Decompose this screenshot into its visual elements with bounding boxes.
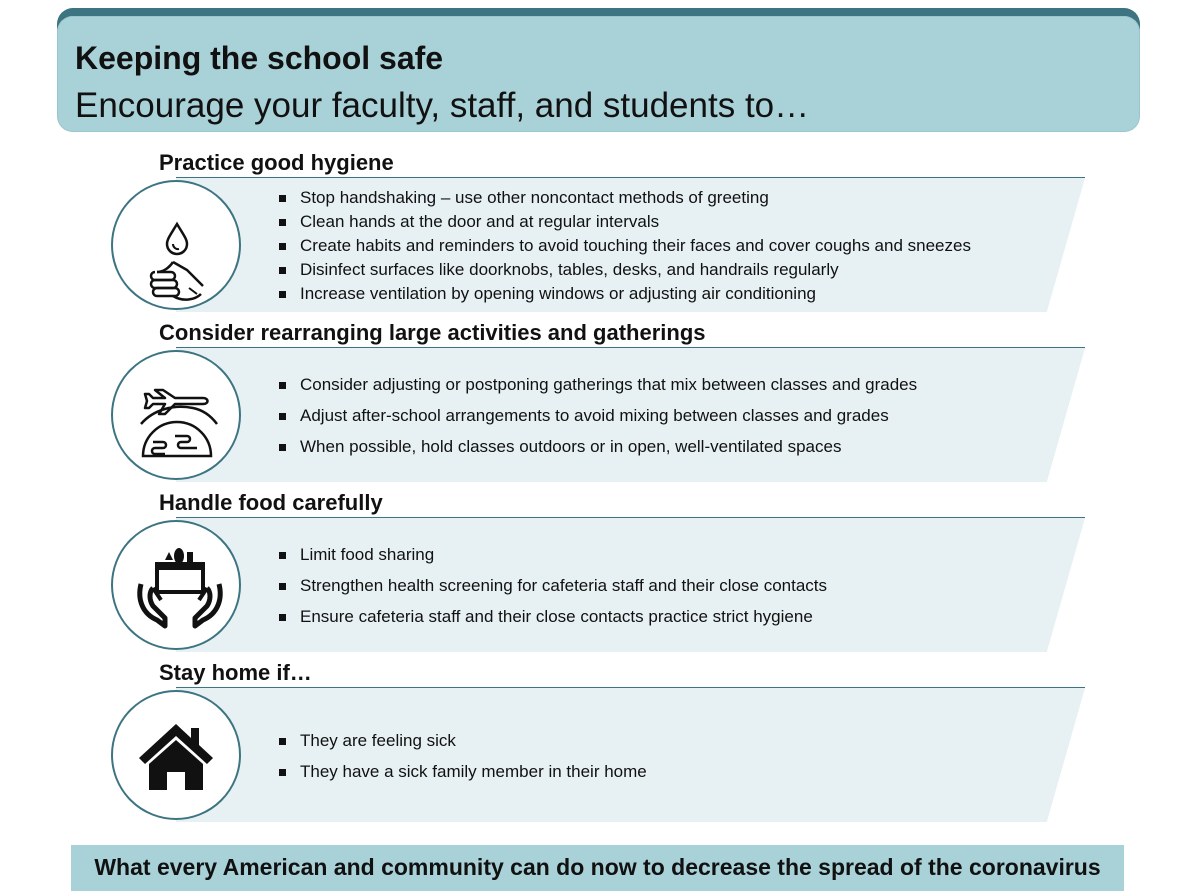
- list-item: Adjust after-school arrangements to avoid mixing between classes and grades: [278, 406, 917, 437]
- list-item: Consider adjusting or postponing gatherings that mix between classes and grades: [278, 375, 917, 406]
- divider: [176, 517, 1085, 518]
- footer-banner: [71, 845, 1124, 891]
- list-item: Increase ventilation by opening windows or adjusting air conditioning: [278, 284, 971, 308]
- section-gatherings: [0, 320, 1198, 492]
- list-item: Limit food sharing: [278, 545, 827, 576]
- list-item: Create habits and reminders to avoid touching their faces and cover coughs and sneezes: [278, 236, 971, 260]
- globe-airplane-icon: [111, 350, 241, 480]
- list-item: They have a sick family member in their home: [278, 762, 647, 793]
- section-stay-home: [0, 660, 1198, 832]
- section-food: [0, 490, 1198, 662]
- page-subtitle: Encourage your faculty, staff, and students to…: [75, 86, 810, 125]
- bullet-list: [278, 188, 971, 308]
- header-banner: [57, 8, 1140, 132]
- handwashing-icon: [111, 180, 241, 310]
- house-icon: [111, 690, 241, 820]
- hands-food-basket-icon: [111, 520, 241, 650]
- section-title: Stay home if…: [159, 660, 312, 685]
- list-item: Strengthen health screening for cafeteria staff and their close contacts: [278, 576, 827, 607]
- divider: [176, 687, 1085, 688]
- section-title: Handle food carefully: [159, 490, 383, 515]
- footer-text: What every American and community can do now to decrease the spread of the coronavirus: [94, 854, 1101, 880]
- section-hygiene: [0, 150, 1198, 322]
- list-item: Clean hands at the door and at regular intervals: [278, 212, 971, 236]
- list-item: Stop handshaking – use other noncontact methods of greeting: [278, 188, 971, 212]
- bullet-list: [278, 545, 827, 638]
- list-item: When possible, hold classes outdoors or in open, well-ventilated spaces: [278, 437, 917, 468]
- divider: [176, 177, 1085, 178]
- divider: [176, 347, 1085, 348]
- list-item: Disinfect surfaces like doorknobs, tables, desks, and handrails regularly: [278, 260, 971, 284]
- list-item: They are feeling sick: [278, 731, 647, 762]
- list-item: Ensure cafeteria staff and their close contacts practice strict hygiene: [278, 607, 827, 638]
- header-box: [57, 16, 1140, 132]
- section-title: Consider rearranging large activities and gatherings: [159, 320, 706, 345]
- section-title: Practice good hygiene: [159, 150, 394, 175]
- bullet-list: [278, 731, 647, 793]
- bullet-list: [278, 375, 917, 468]
- page-title: Keeping the school safe: [75, 40, 444, 76]
